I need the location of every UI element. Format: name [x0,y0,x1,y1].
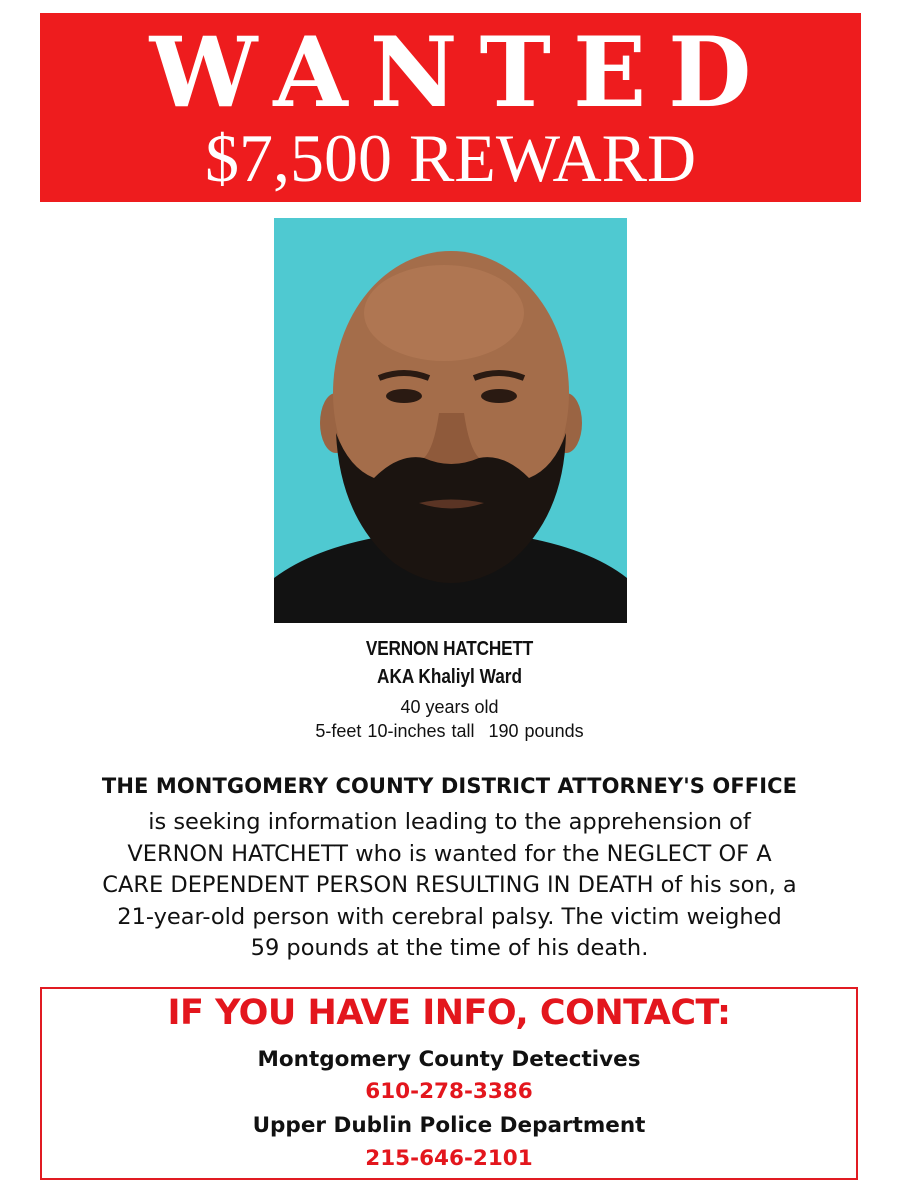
office-heading: THE MONTGOMERY COUNTY DISTRICT ATTORNEY'S OFFICE [101,774,798,798]
reward-amount: $7,500 REWARD [204,120,697,196]
suspect-photo [274,218,627,623]
suspect-height: 5-feet 10-inches tall [315,721,475,741]
agency-name: Upper Dublin Police Department [252,1113,646,1138]
case-description [40,807,859,965]
description-line: is seeking information leading to the apprehension of [148,809,751,835]
suspect-weight: 190 pounds [488,721,584,741]
agency-name: Montgomery County Detectives [257,1047,641,1072]
suspect-alias: AKA Khaliyl Ward [377,666,522,688]
wanted-title: WANTED [149,16,774,129]
description-line: 59 pounds at the time of his death. [250,935,649,961]
suspect-name: VERNON HATCHETT [365,638,534,660]
suspect-age: 40 years old [400,697,499,717]
suspect-height-weight [0,721,899,742]
description-line: 21-year-old person with cerebral palsy. The victim weighed [117,903,782,930]
wanted-banner [40,13,861,202]
contact-box [40,987,858,1180]
description-line: VERNON HATCHETT who is wanted for the NEGLECT OF A [127,840,772,867]
agency-phone[interactable]: 215-646-2101 [365,1146,533,1171]
contact-heading: IF YOU HAVE INFO, CONTACT: [167,993,731,1033]
agency-phone[interactable]: 610-278-3386 [365,1079,533,1104]
description-line: CARE DEPENDENT PERSON RESULTING IN DEATH of his son, a [102,872,797,898]
